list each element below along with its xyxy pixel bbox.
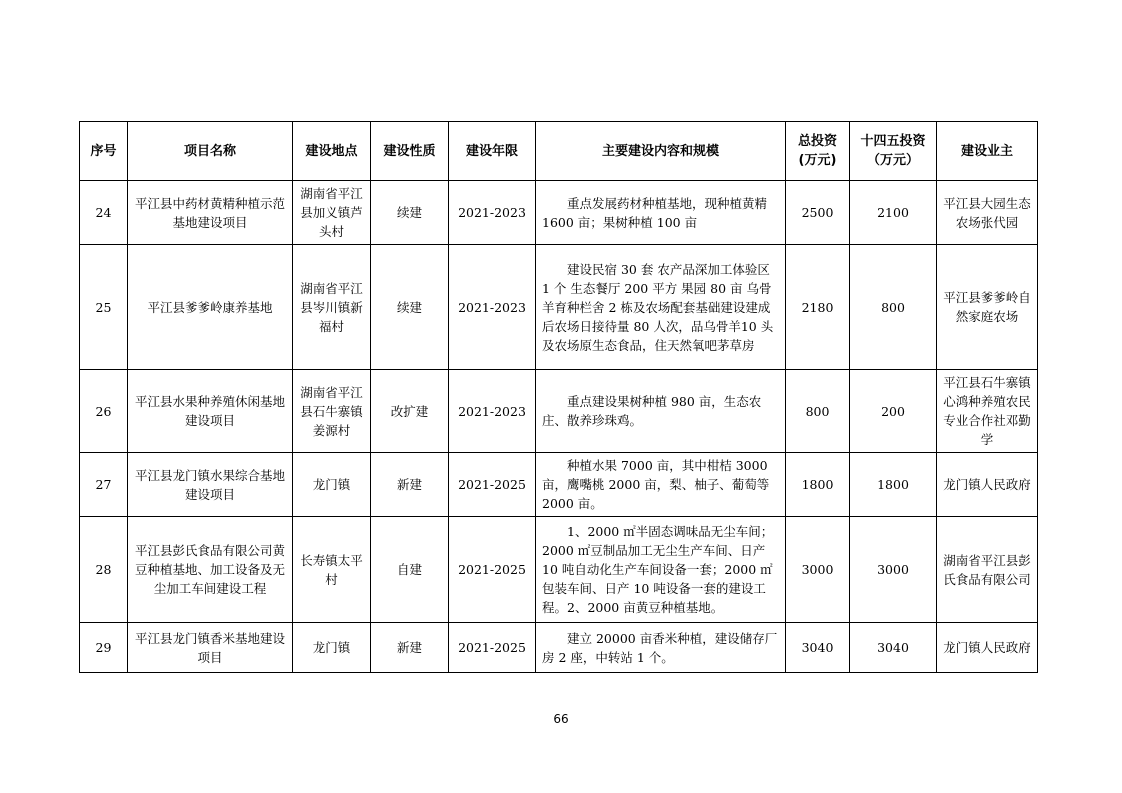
cell-name: 平江县中药材黄精种植示范基地建设项目	[128, 181, 293, 245]
cell-no: 29	[80, 623, 128, 673]
cell-nature: 续建	[371, 181, 449, 245]
cell-owner: 平江县爹爹岭自然家庭农场	[937, 245, 1038, 370]
cell-content-text: 建设民宿 30 套 农产品深加工体验区 1 个 生态餐厅 200 平方 果园 80 亩 乌骨羊育种栏舍 2 栋及农场配套基础建设建成后农场日接待量 80 人次，品乌骨羊10 头及农场原生态食品，住天然氧吧茅草房	[542, 261, 774, 353]
cell-fyp: 200	[850, 370, 937, 453]
cell-nature: 续建	[371, 245, 449, 370]
cell-nature: 改扩建	[371, 370, 449, 453]
cell-years: 2021-2025	[449, 453, 536, 517]
cell-name: 平江县龙门镇水果综合基地建设项目	[128, 453, 293, 517]
cell-years: 2021-2023	[449, 370, 536, 453]
cell-location: 长寿镇太平村	[293, 517, 371, 623]
cell-content-text: 建立 20000 亩香米种植，建设储存厂房 2 座，中转站 1 个。	[542, 630, 778, 665]
cell-location: 龙门镇	[293, 623, 371, 673]
cell-fyp: 3040	[850, 623, 937, 673]
cell-name: 平江县彭氏食品有限公司黄豆种植基地、加工设备及无尘加工车间建设工程	[128, 517, 293, 623]
cell-content	[536, 181, 786, 245]
cell-fyp: 3000	[850, 517, 937, 623]
table-row	[80, 623, 1038, 673]
header-nature: 建设性质	[371, 122, 449, 181]
cell-location: 湖南省平江县加义镇芦头村	[293, 181, 371, 245]
cell-owner: 平江县大园生态农场张代园	[937, 181, 1038, 245]
table-row	[80, 453, 1038, 517]
project-table	[79, 121, 1038, 673]
cell-name: 平江县龙门镇香米基地建设项目	[128, 623, 293, 673]
cell-location: 湖南省平江县石牛寨镇姜源村	[293, 370, 371, 453]
cell-nature: 自建	[371, 517, 449, 623]
cell-years: 2021-2025	[449, 623, 536, 673]
table-row	[80, 517, 1038, 623]
cell-no: 27	[80, 453, 128, 517]
table-row	[80, 245, 1038, 370]
cell-content	[536, 245, 786, 370]
header-years: 建设年限	[449, 122, 536, 181]
cell-name: 平江县水果种养殖休闲基地建设项目	[128, 370, 293, 453]
table-row	[80, 370, 1038, 453]
page-number: 66	[553, 712, 569, 726]
header-owner: 建设业主	[937, 122, 1038, 181]
header-no: 序号	[80, 122, 128, 181]
cell-content-text: 1、2000 ㎡半固态调味品无尘车间；2000 ㎡豆制品加工无尘生产车间、日产10 吨自动化生产车间设备一套；2000 ㎡包装车间、日产 10 吨设备一套的建设工程。2、2000 亩黄豆种植基地。	[542, 524, 774, 615]
cell-total: 2500	[786, 181, 850, 245]
cell-total: 800	[786, 370, 850, 453]
cell-years: 2021-2025	[449, 517, 536, 623]
cell-location: 湖南省平江县岑川镇新福村	[293, 245, 371, 370]
cell-content	[536, 517, 786, 623]
cell-name: 平江县爹爹岭康养基地	[128, 245, 293, 370]
cell-fyp: 2100	[850, 181, 937, 245]
cell-owner: 平江县石牛寨镇心鸿种养殖农民专业合作社邓勤学	[937, 370, 1038, 453]
header-content: 主要建设内容和规模	[536, 122, 786, 181]
header-total-investment: 总投资 (万元)	[786, 122, 850, 181]
cell-no: 25	[80, 245, 128, 370]
cell-owner: 龙门镇人民政府	[937, 623, 1038, 673]
cell-owner: 湖南省平江县彭氏食品有限公司	[937, 517, 1038, 623]
cell-years: 2021-2023	[449, 245, 536, 370]
cell-owner: 龙门镇人民政府	[937, 453, 1038, 517]
cell-content-text: 重点建设果树种植 980 亩，生态农庄、散养珍珠鸡。	[542, 394, 762, 428]
header-location: 建设地点	[293, 122, 371, 181]
header-fyp-investment: 十四五投资 （万元）	[850, 122, 937, 181]
cell-years: 2021-2023	[449, 181, 536, 245]
cell-total: 3000	[786, 517, 850, 623]
cell-nature: 新建	[371, 453, 449, 517]
cell-total: 3040	[786, 623, 850, 673]
cell-content-text: 重点发展药材种植基地，现种植黄精1600 亩；果树种植 100 亩	[542, 195, 768, 230]
cell-total: 2180	[786, 245, 850, 370]
header-name: 项目名称	[128, 122, 293, 181]
cell-content	[536, 623, 786, 673]
cell-fyp: 800	[850, 245, 937, 370]
cell-location: 龙门镇	[293, 453, 371, 517]
cell-fyp: 1800	[850, 453, 937, 517]
cell-content	[536, 370, 786, 453]
table-row	[80, 181, 1038, 245]
cell-content-text: 种植水果 7000 亩，其中柑桔 3000亩，鹰嘴桃 2000 亩，梨、柚子、葡萄等2000 亩。	[542, 458, 770, 511]
table-header-row	[80, 122, 1038, 181]
cell-nature: 新建	[371, 623, 449, 673]
cell-total: 1800	[786, 453, 850, 517]
cell-no: 24	[80, 181, 128, 245]
cell-content	[536, 453, 786, 517]
cell-no: 28	[80, 517, 128, 623]
cell-no: 26	[80, 370, 128, 453]
